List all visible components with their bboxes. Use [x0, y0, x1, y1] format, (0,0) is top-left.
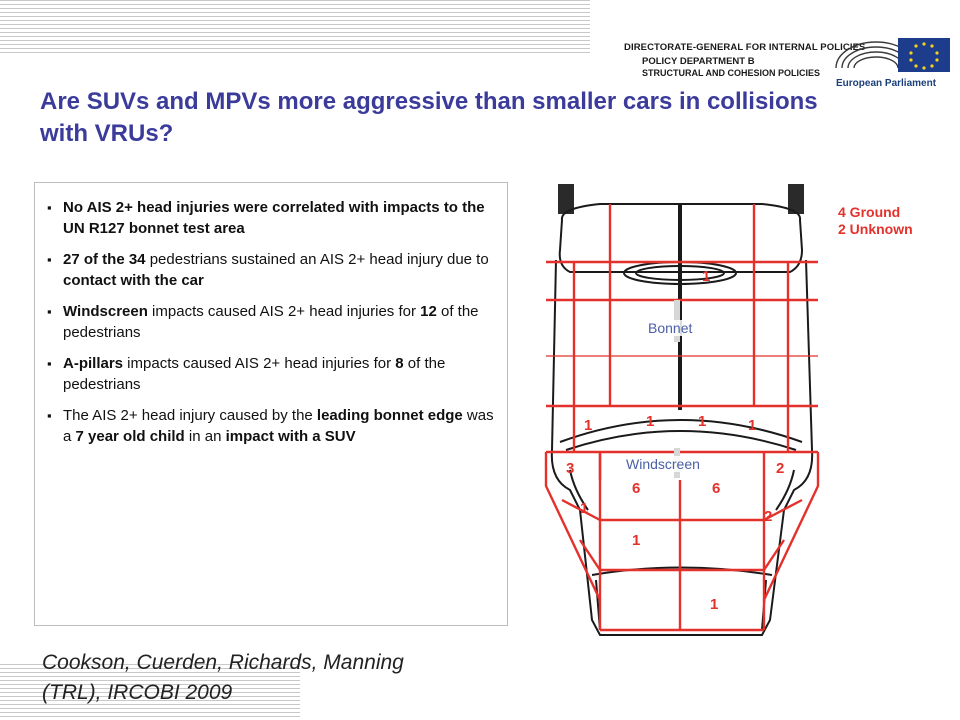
header-stripes — [0, 0, 590, 56]
finding-item — [45, 301, 501, 343]
finding-text: impacts caused AIS 2+ head injuries for — [123, 355, 396, 372]
impact-count-pillar-left-top: 3 — [566, 460, 575, 477]
finding-text: 7 year old child — [75, 428, 185, 445]
impact-count-pillar-right-top: 2 — [776, 460, 785, 477]
slide-title: Are SUVs and MPVs more aggressive than smaller cars in collisions with VRUs? — [40, 88, 818, 147]
policy-department: POLICY DEPARTMENT B — [642, 56, 755, 67]
impact-count-pillar-left-bottom: 1 — [580, 500, 589, 517]
legend-ground: 4 Ground — [838, 204, 901, 220]
finding-text: of the pedestrians — [63, 355, 446, 393]
impact-count-roof-front: 1 — [632, 532, 641, 549]
finding-text: The AIS 2+ head injury caused by the — [63, 407, 317, 424]
directorate-title: DIRECTORATE-GENERAL FOR INTERNAL POLICIES — [624, 42, 866, 53]
impact-count-windscreen-left: 6 — [632, 480, 641, 497]
impact-count-pillar-right-bottom: 2 — [764, 508, 773, 525]
legend-unknown: 2 Unknown — [838, 221, 913, 237]
car-impact-diagram — [540, 180, 940, 650]
impact-count-windscreen-right: 6 — [712, 480, 721, 497]
impact-count-bonnet-center: 1 — [702, 268, 711, 285]
finding-text: impact with a SUV — [225, 428, 356, 445]
finding-item — [45, 249, 501, 291]
finding-text: Windscreen — [63, 303, 148, 320]
citation-authors: Cookson, Cuerden, Richards, Manning — [42, 651, 404, 674]
finding-text: pedestrians sustained an AIS 2+ head injury due to — [145, 251, 489, 268]
finding-text: contact with the car — [63, 272, 204, 289]
finding-text: in an — [184, 428, 226, 445]
finding-text: 12 — [420, 303, 437, 320]
finding-text: of the pedestrians — [63, 303, 479, 341]
policy-subtitle: STRUCTURAL AND COHESION POLICIES — [642, 68, 821, 78]
car-outline — [540, 180, 940, 650]
finding-item — [45, 197, 501, 239]
impact-count-front-right: 1 — [748, 417, 757, 434]
finding-text: was a — [63, 407, 494, 445]
finding-item — [45, 353, 501, 395]
finding-text: 27 of the 34 — [63, 251, 146, 268]
finding-item — [45, 405, 501, 447]
findings-box — [34, 182, 508, 626]
finding-text: A-pillars — [63, 355, 124, 372]
finding-text: impacts caused AIS 2+ head injuries for — [147, 303, 421, 320]
impact-count-front-center-right: 1 — [698, 413, 707, 430]
diagram-legend — [838, 204, 913, 238]
citation-source: (TRL), IRCOBI 2009 — [42, 681, 233, 704]
windscreen-label: Windscreen — [626, 456, 700, 472]
bonnet-label: Bonnet — [648, 320, 693, 336]
finding-text: No AIS 2+ head injuries were correlated with impacts to the UN R127 bonnet test area — [63, 199, 485, 237]
header-logo — [612, 34, 952, 92]
european-parliament-label: European Parliament — [836, 78, 937, 89]
finding-text: 8 — [395, 355, 404, 372]
citation — [42, 648, 522, 708]
finding-text: leading bonnet edge — [316, 407, 463, 424]
impact-count-front-center-left: 1 — [646, 413, 655, 430]
impact-count-front-left: 1 — [584, 417, 593, 434]
impact-count-roof-rear: 1 — [710, 596, 719, 613]
findings-list — [45, 197, 501, 457]
